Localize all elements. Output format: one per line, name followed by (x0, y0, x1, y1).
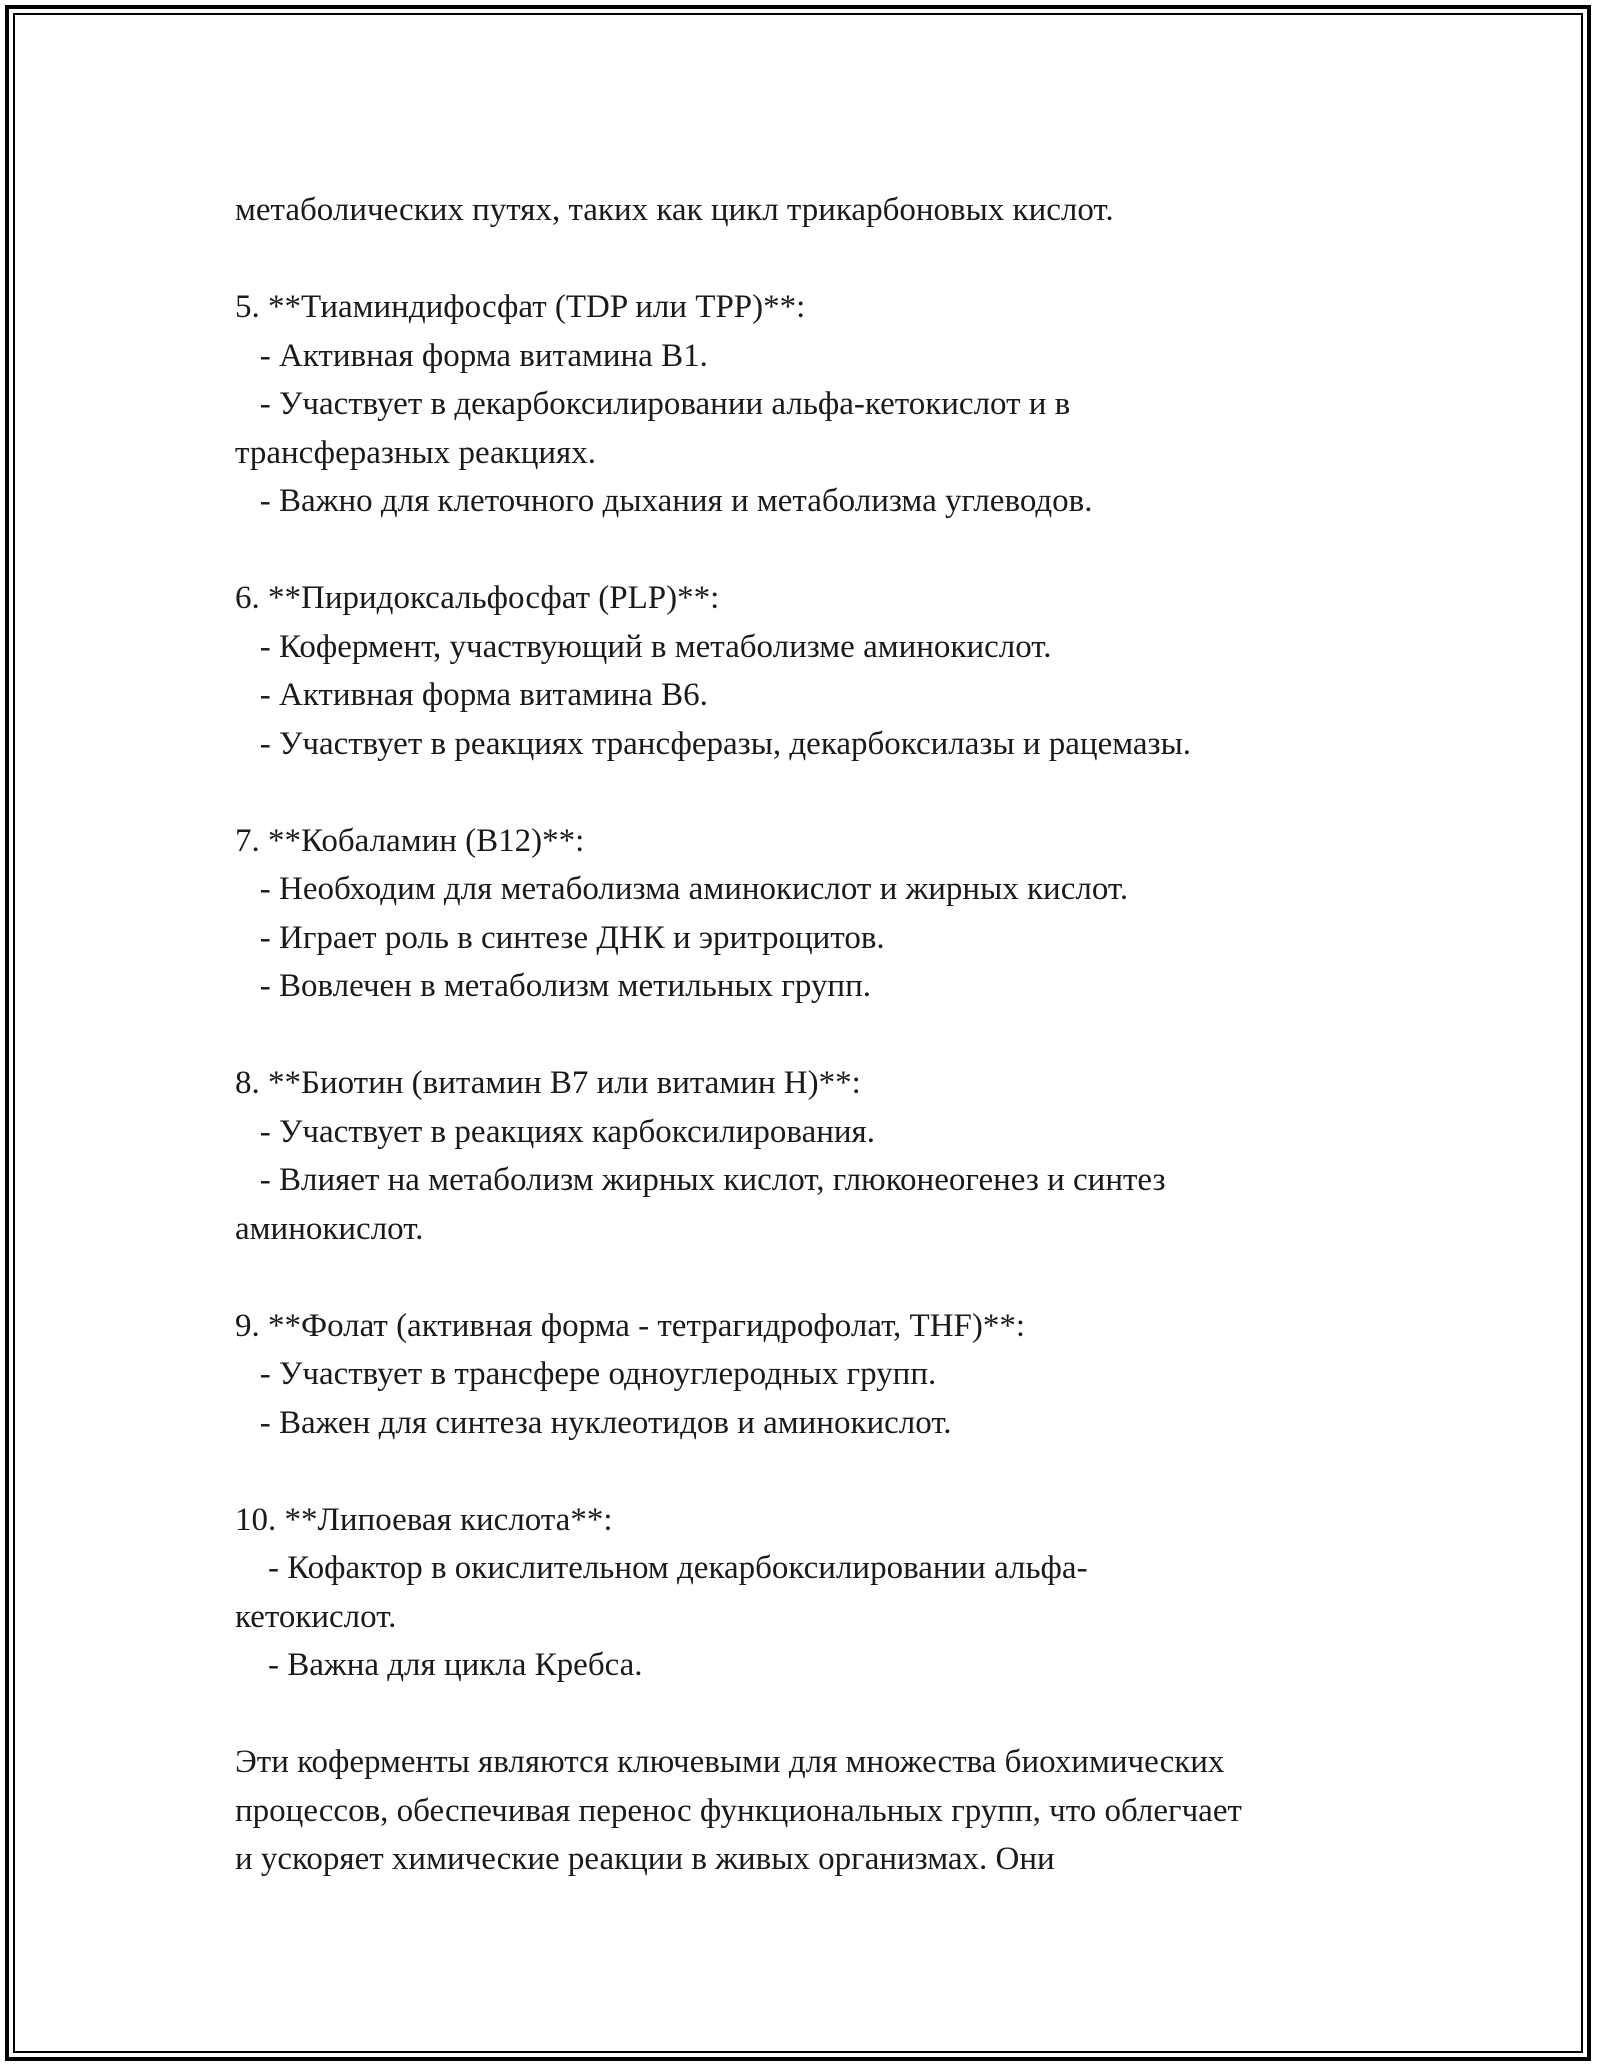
section-line: - Играет роль в синтезе ДНК и эритроцитов. (235, 919, 885, 956)
section-heading: 10. **Липоевая кислота**: (235, 1501, 613, 1538)
section-line: - Необходим для метаболизма аминокислот и жирных кислот. (235, 871, 1129, 907)
document-body (235, 186, 1385, 1884)
blank-line (235, 526, 1385, 575)
intro-tail-line: метаболических путях, таких как цикл трикарбоновых кислот. (235, 192, 1114, 228)
section-6 (235, 574, 1385, 768)
blank-line (235, 235, 1385, 284)
section-line: - Важно для клеточного дыхания и метаболизма углеводов. (235, 483, 1093, 519)
conclusion-line: и ускоряет химические реакции в живых организмах. Они (235, 1841, 1055, 1877)
section-line: - Кофактор в окислительном декарбоксилировании альфа- (235, 1550, 1088, 1586)
section-heading: 8. **Биотин (витамин B7 или витамин H)**: (235, 1065, 861, 1101)
section-9 (235, 1302, 1385, 1448)
section-8 (235, 1059, 1385, 1253)
section-heading: 7. **Кобаламин (B12)**: (235, 822, 585, 859)
section-10 (235, 1496, 1385, 1690)
section-line: аминокислот. (235, 1210, 424, 1247)
blank-line (235, 1011, 1385, 1060)
blank-line (235, 1447, 1385, 1496)
blank-line (235, 1690, 1385, 1739)
section-line: - Участвует в трансфере одноуглеродных групп. (235, 1356, 937, 1392)
section-line: кетокислот. (235, 1598, 397, 1635)
section-line: трансферазных реакциях. (235, 434, 596, 471)
blank-line (235, 768, 1385, 817)
conclusion-line: Эти коферменты являются ключевыми для множества биохимических (235, 1744, 1225, 1780)
conclusion-paragraph (235, 1738, 1385, 1884)
section-heading: 9. **Фолат (активная форма - тетрагидрофолат, THF)**: (235, 1307, 1026, 1344)
section-line: - Кофермент, участвующий в метаболизме аминокислот. (235, 628, 1052, 665)
section-line: - Важен для синтеза нуклеотидов и аминокислот. (235, 1404, 952, 1441)
section-heading: 5. **Тиаминдифосфат (TDP или TPP)**: (235, 289, 806, 325)
section-line: - Активная форма витамина B1. (235, 337, 708, 374)
section-line: - Участвует в реакциях карбоксилирования. (235, 1113, 875, 1150)
section-heading: 6. **Пиридоксальфосфат (PLP)**: (235, 580, 720, 616)
section-line: - Участвует в декарбоксилировании альфа-кетокислот и в (235, 386, 1071, 422)
section-7 (235, 817, 1385, 1011)
section-line: - Активная форма витамина B6. (235, 677, 708, 713)
blank-line (235, 1253, 1385, 1302)
conclusion-line: процессов, обеспечивая перенос функциональных групп, что облегчает (235, 1792, 1242, 1829)
section-line: - Влияет на метаболизм жирных кислот, глюконеогенез и синтез (235, 1162, 1166, 1198)
section-line: - Важна для цикла Кребса. (235, 1647, 643, 1683)
section-line: - Вовлечен в метаболизм метильных групп. (235, 968, 871, 1004)
section-line: - Участвует в реакциях трансферазы, декарбоксилазы и рацемазы. (235, 725, 1192, 762)
section-5 (235, 283, 1385, 526)
